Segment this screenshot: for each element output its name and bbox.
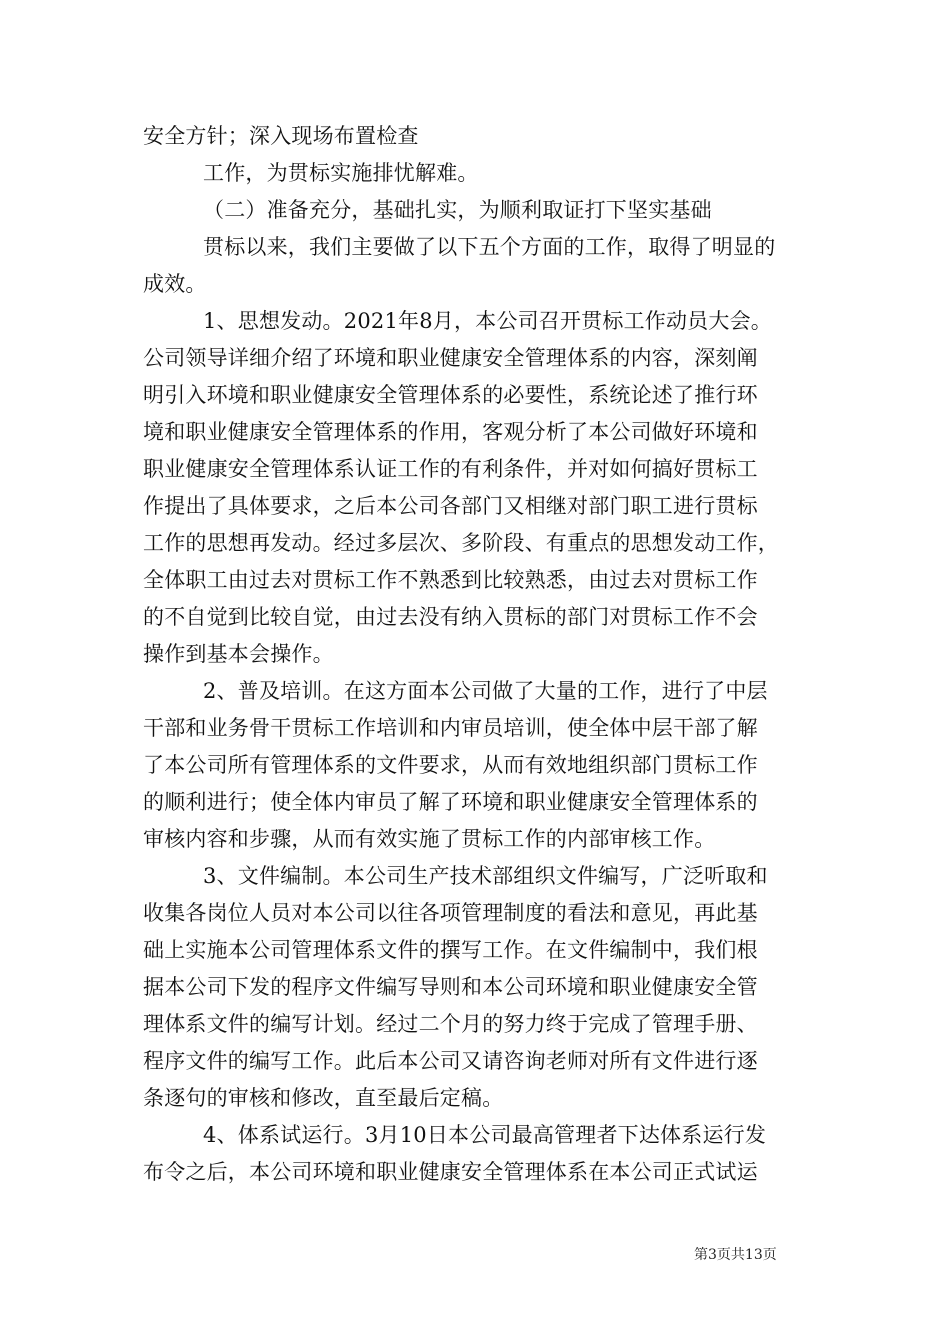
text-line: 作提出了具体要求，之后本公司各部门又相继对部门职工进行贯标 — [143, 494, 758, 518]
text-line: 公司领导详细介绍了环境和职业健康安全管理体系的内容，深刻阐 — [143, 346, 758, 370]
document-body — [143, 118, 823, 1191]
section-heading: （二）准备充分，基础扎实，为顺利取证打下坚实基础 — [203, 198, 712, 222]
text-line: 据本公司下发的程序文件编写导则和本公司环境和职业健康安全管 — [143, 975, 758, 999]
text-line: 的不自觉到比较自觉，由过去没有纳入贯标的部门对贯标工作不会 — [143, 605, 758, 629]
text-line: 2、普及培训。在这方面本公司做了大量的工作，进行了中层 — [203, 679, 768, 703]
text-line: 础上实施本公司管理体系文件的撰写工作。在文件编制中，我们根 — [143, 938, 758, 962]
page-number: 第3页共13页 — [694, 1247, 777, 1263]
text-line: 收集各岗位人员对本公司以往各项管理制度的看法和意见，再此基 — [143, 901, 758, 925]
text-line: 成效。 — [143, 272, 207, 296]
text-line: 条逐句的审核和修改，直至最后定稿。 — [143, 1086, 504, 1110]
text-line: 干部和业务骨干贯标工作培训和内审员培训，使全体中层干部了解 — [143, 716, 758, 740]
text-line: 贯标以来，我们主要做了以下五个方面的工作，取得了明显的 — [203, 235, 776, 259]
text-line: 境和职业健康安全管理体系的作用，客观分析了本公司做好环境和 — [143, 420, 758, 444]
text-line: 1、思想发动。2021年8月，本公司召开贯标工作动员大会。 — [203, 309, 772, 333]
text-line: 安全方针；深入现场布置检查 — [143, 124, 419, 148]
text-line: 3、文件编制。本公司生产技术部组织文件编写，广泛听取和 — [203, 864, 768, 888]
text-line: 了本公司所有管理体系的文件要求，从而有效地组织部门贯标工作 — [143, 753, 758, 777]
text-line: 全体职工由过去对贯标工作不熟悉到比较熟悉，由过去对贯标工作 — [143, 568, 758, 592]
text-line: 理体系文件的编写计划。经过二个月的努力终于完成了管理手册、 — [143, 1012, 758, 1036]
text-line: 工作，为贯标实施排忧解难。 — [203, 161, 479, 185]
text-line: 布令之后，本公司环境和职业健康安全管理体系在本公司正式试运 — [143, 1160, 758, 1184]
text-line: 程序文件的编写工作。此后本公司又请咨询老师对所有文件进行逐 — [143, 1049, 758, 1073]
text-line: 工作的思想再发动。经过多层次、多阶段、有重点的思想发动工作， — [143, 531, 779, 555]
text-line: 4、体系试运行。3月10日本公司最高管理者下达体系运行发 — [203, 1123, 767, 1147]
text-line: 明引入环境和职业健康安全管理体系的必要性，系统论述了推行环 — [143, 383, 758, 407]
text-line: 的顺利进行；使全体内审员了解了环境和职业健康安全管理体系的 — [143, 790, 758, 814]
text-line: 职业健康安全管理体系认证工作的有利条件，并对如何搞好贯标工 — [143, 457, 758, 481]
text-line: 审核内容和步骤，从而有效实施了贯标工作的内部审核工作。 — [143, 827, 716, 851]
text-line: 操作到基本会操作。 — [143, 642, 334, 666]
